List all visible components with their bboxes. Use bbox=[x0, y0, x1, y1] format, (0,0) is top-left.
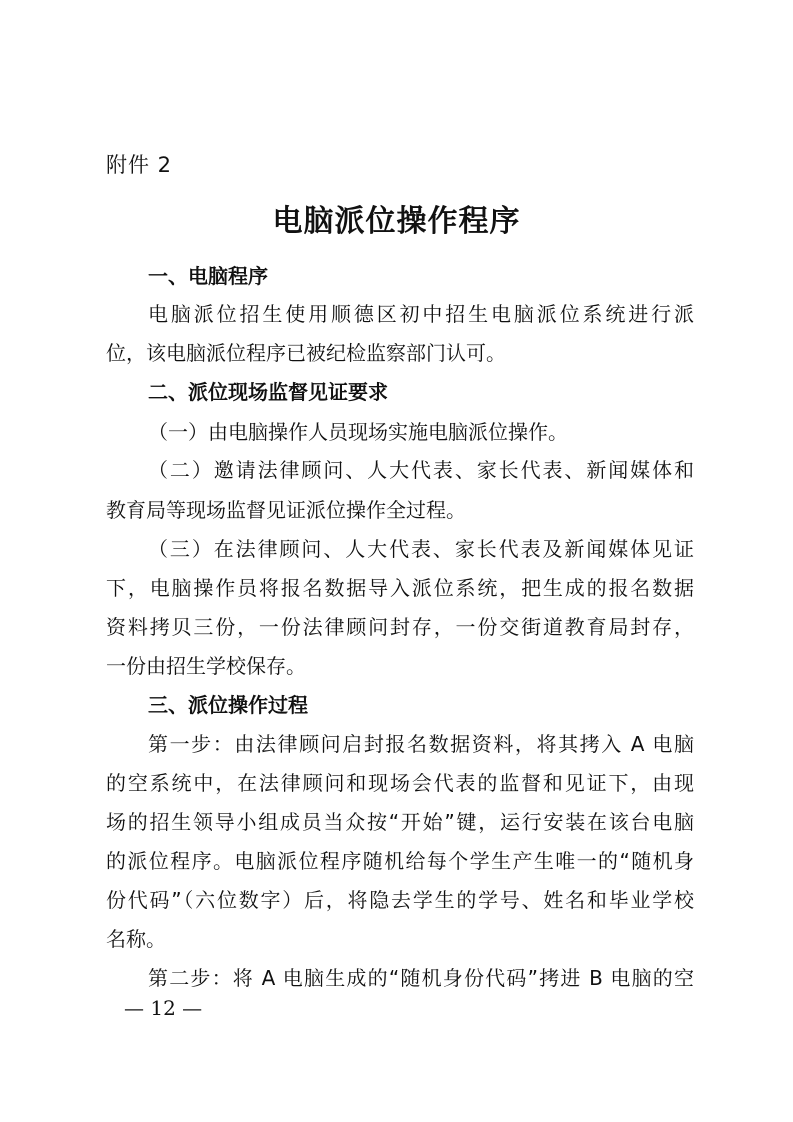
section-heading: 二、派位现场监督见证要求 bbox=[148, 380, 388, 404]
paragraph-line: 电脑派位招生使用顺德区初中招生电脑派位系统进行派 bbox=[148, 302, 694, 326]
paragraph-line: 名称。 bbox=[106, 927, 166, 951]
paragraph-line: 下，电脑操作员将报名数据导入派位系统，把生成的报名数据 bbox=[106, 576, 694, 600]
section-heading: 一、电脑程序 bbox=[148, 264, 268, 288]
paragraph-line: 第一步：由法律顾问启封报名数据资料，将其拷入 A 电脑 bbox=[148, 732, 694, 756]
page-number: — 12 — bbox=[124, 996, 203, 1020]
paragraph-line: 资料拷贝三份，一份法律顾问封存，一份交街道教育局封存， bbox=[106, 615, 694, 639]
paragraph-line: 份代码”（六位数字）后，将隐去学生的学号、姓名和毕业学校 bbox=[106, 888, 694, 912]
paragraph-line: 第二步：将 A 电脑生成的“随机身份代码”拷进 B 电脑的空 bbox=[148, 966, 694, 990]
paragraph-line: 场的招生领导小组成员当众按“开始”键，运行安装在该台电脑 bbox=[106, 810, 694, 834]
paragraph-line: 教育局等现场监督见证派位操作全过程。 bbox=[106, 498, 466, 522]
paragraph-line: 位，该电脑派位程序已被纪检监察部门认可。 bbox=[106, 341, 506, 365]
paragraph-line: 的派位程序。电脑派位程序随机给每个学生产生唯一的“随机身 bbox=[106, 849, 694, 873]
attachment-label: 附件 2 bbox=[106, 153, 173, 177]
paragraph-line: 的空系统中，在法律顾问和现场会代表的监督和见证下，由现 bbox=[106, 771, 694, 795]
paragraph-line: （一）由电脑操作人员现场实施电脑派位操作。 bbox=[148, 420, 568, 444]
section-heading: 三、派位操作过程 bbox=[148, 693, 308, 717]
document-title: 电脑派位操作程序 bbox=[272, 204, 521, 239]
paragraph-line: （三）在法律顾问、人大代表、家长代表及新闻媒体见证 bbox=[148, 537, 694, 561]
paragraph-line: 一份由招生学校保存。 bbox=[106, 654, 306, 678]
paragraph-line: （二）邀请法律顾问、人大代表、家长代表、新闻媒体和 bbox=[148, 458, 694, 482]
